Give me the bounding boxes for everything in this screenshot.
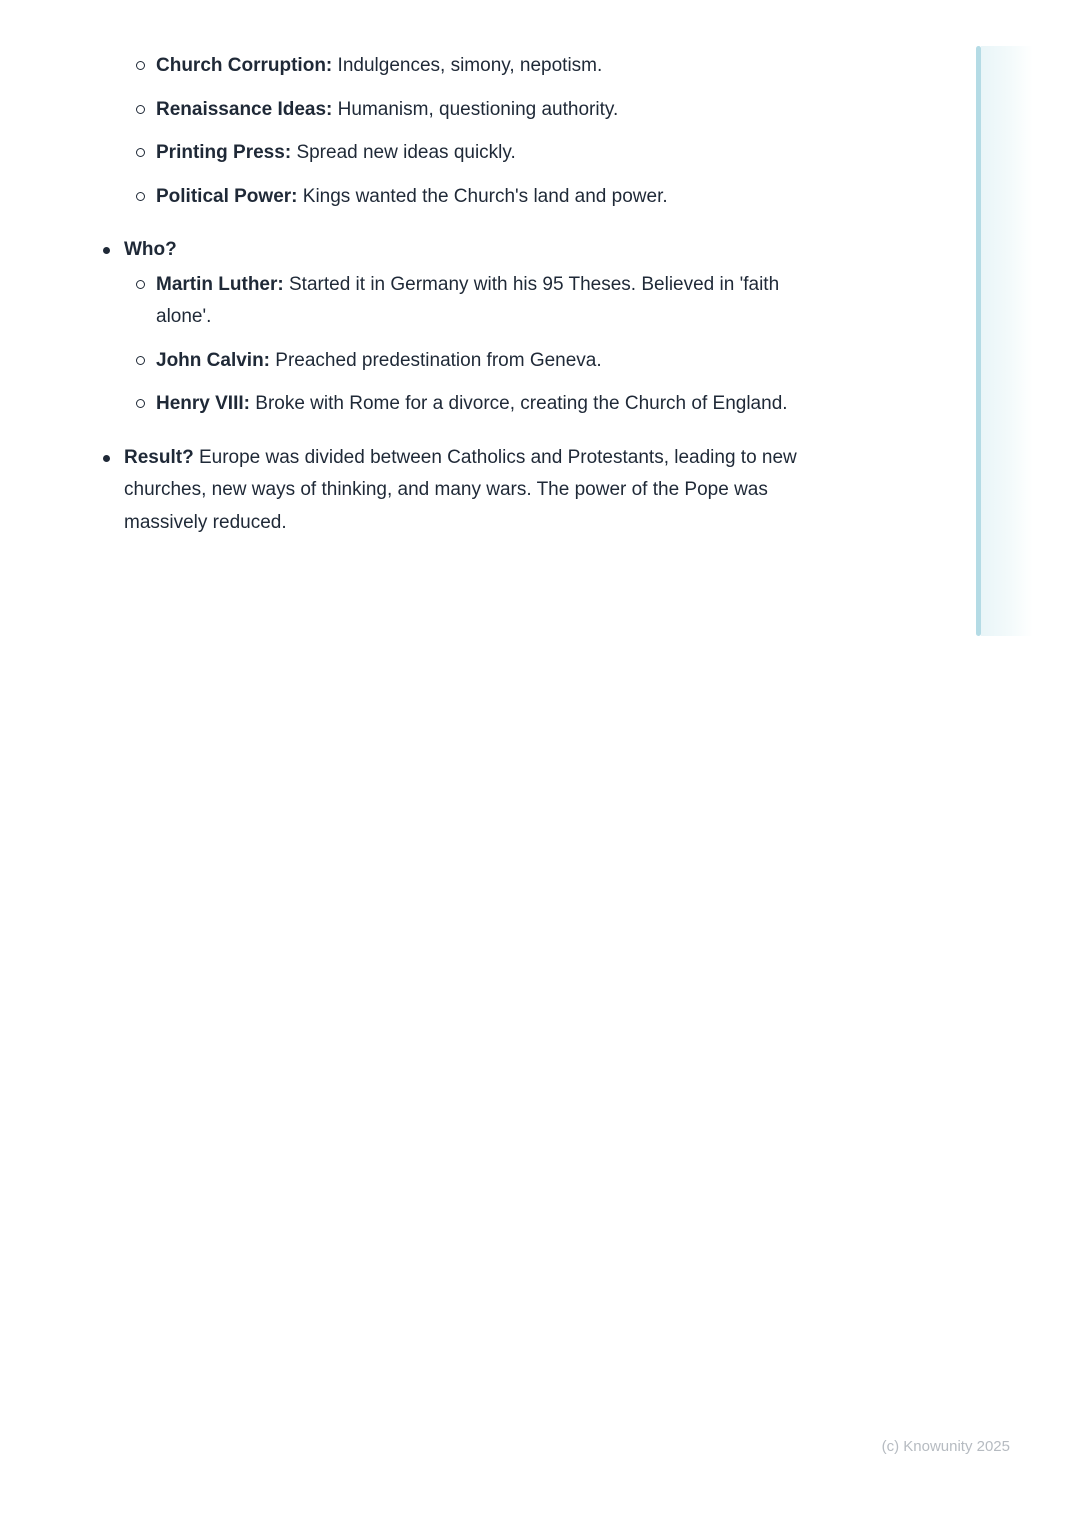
list-item-who — [124, 234, 824, 421]
list-item-henry-viii — [156, 388, 801, 421]
list-item-printing-press — [156, 137, 801, 170]
scroll-indicator — [976, 46, 1033, 636]
list-item-church-corruption — [156, 50, 801, 83]
list-item-martin-luther — [156, 269, 801, 334]
list-text: Humanism, questioning authority. — [337, 98, 619, 120]
who-sublist — [156, 269, 824, 421]
footer-copyright: (c) Knowunity 2025 — [881, 1438, 1010, 1455]
scrollbar-panel — [981, 46, 1033, 636]
causes-sublist — [156, 50, 824, 213]
who-heading: Who? — [124, 239, 177, 260]
list-text: Indulgences, simony, nepotism. — [337, 55, 603, 76]
list-term: Martin Luther: — [156, 273, 284, 295]
list-item-political-power — [156, 181, 801, 214]
list-text: Started it in Germany with his 95 Theses. Believed in 'faith alone'. — [156, 273, 780, 327]
list-text: Kings wanted the Church's land and power. — [302, 185, 668, 207]
list-item-result — [124, 442, 824, 540]
list-term: Political Power: — [156, 185, 298, 207]
list-term: Renaissance Ideas: — [156, 98, 333, 120]
result-text: Europe was divided between Catholics and Protestants, leading to new churches, new ways of thinking, and many wars. The power of the Pope was massively reduced. — [124, 446, 797, 533]
main-list — [124, 234, 824, 539]
list-item-john-calvin — [156, 345, 801, 378]
result-term: Result? — [124, 446, 194, 468]
list-text: Broke with Rome for a divorce, creating the Church of England. — [255, 393, 788, 414]
notes-content — [124, 50, 824, 539]
list-text: Spread new ideas quickly. — [296, 142, 516, 163]
list-term: Henry VIII: — [156, 393, 250, 414]
list-text: Preached predestination from Geneva. — [275, 349, 602, 371]
list-term: Printing Press: — [156, 142, 292, 163]
list-item-renaissance-ideas — [156, 94, 801, 127]
list-term: Church Corruption: — [156, 55, 333, 76]
list-term: John Calvin: — [156, 349, 271, 371]
